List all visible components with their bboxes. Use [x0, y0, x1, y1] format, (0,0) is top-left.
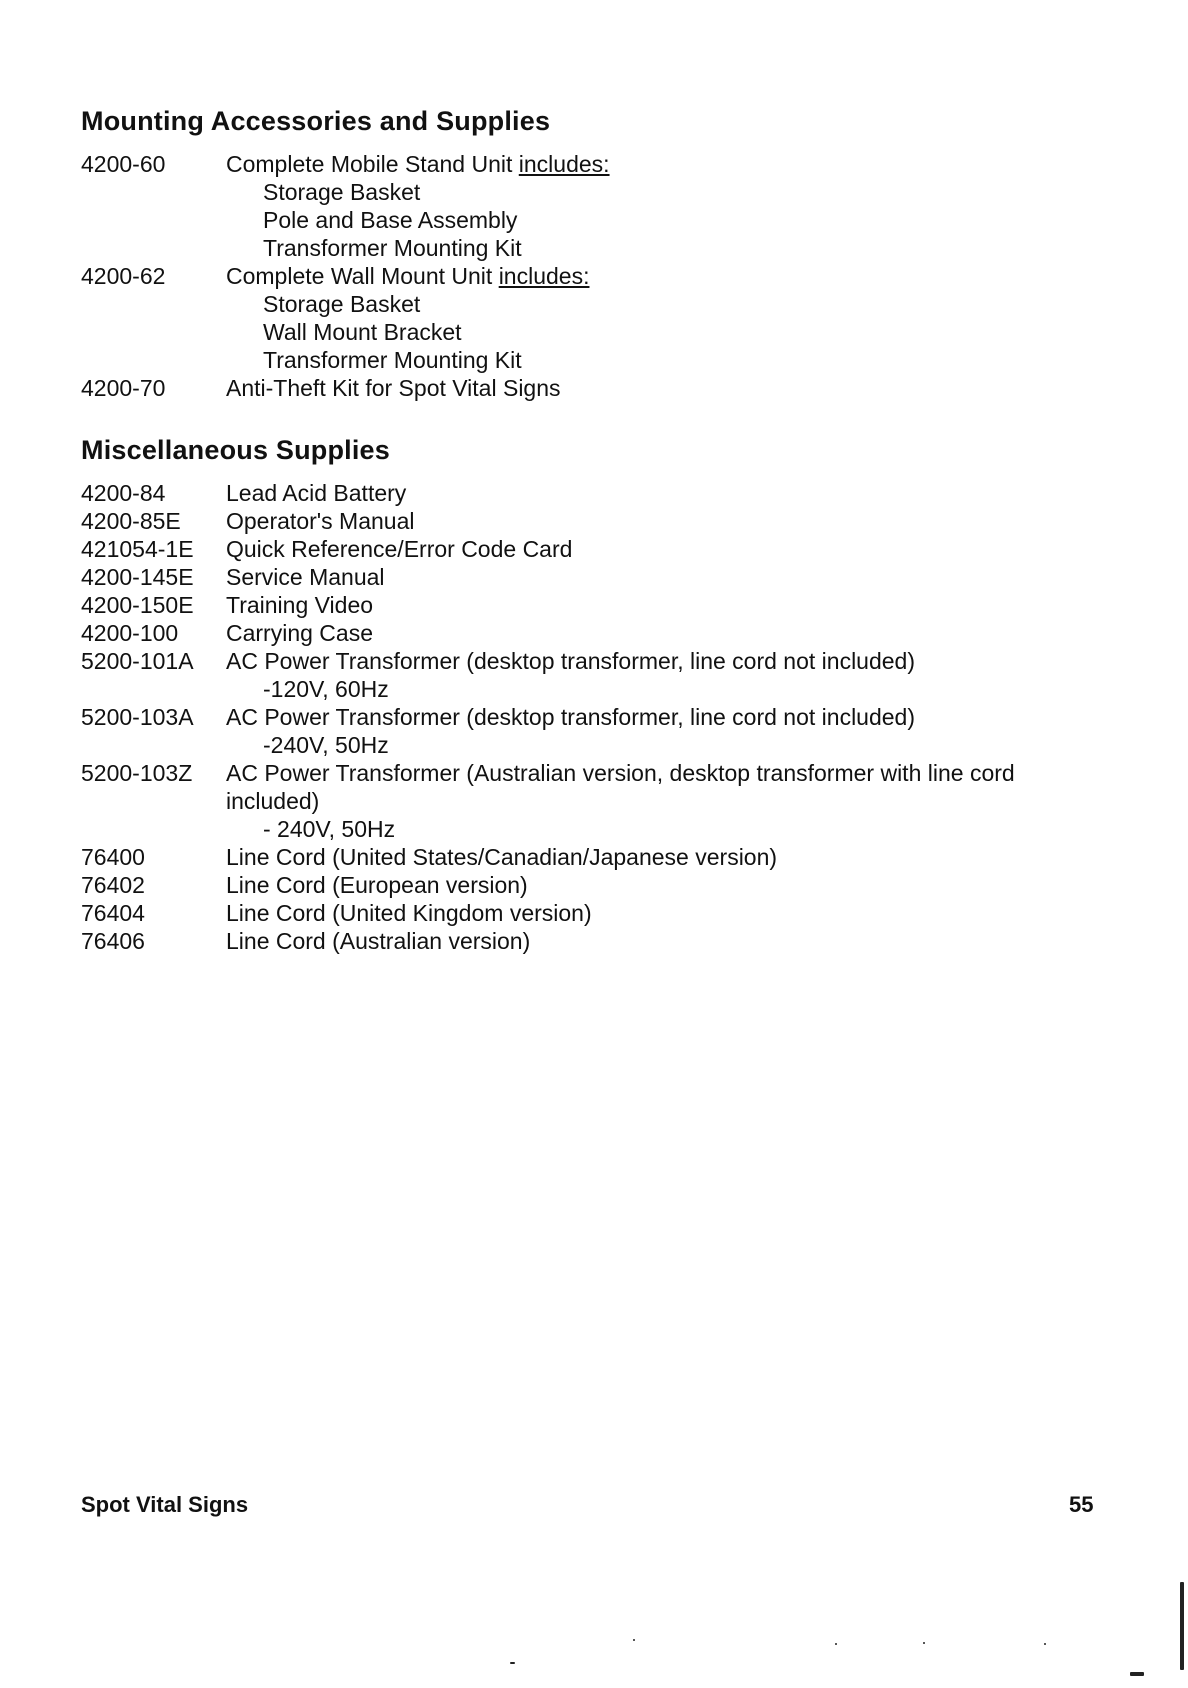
voltage-spec: -120V, 60Hz	[263, 676, 389, 702]
list-item	[81, 619, 1081, 647]
list-item	[81, 647, 1081, 703]
part-description: Line Cord (European version)	[226, 872, 528, 898]
list-item	[81, 563, 1081, 591]
scan-speck	[923, 1642, 925, 1644]
scan-speck	[633, 1639, 635, 1641]
part-code: 4200-62	[81, 263, 166, 289]
list-item	[81, 479, 1081, 507]
page-number: 55	[1069, 1492, 1094, 1517]
part-description: Quick Reference/Error Code Card	[226, 536, 573, 562]
included-item: Pole and Base Assembly	[263, 207, 518, 233]
part-description: Lead Acid Battery	[226, 480, 407, 506]
part-code: 4200-70	[81, 375, 166, 401]
scan-edge-mark	[1180, 1582, 1184, 1670]
part-code: 4200-100	[81, 620, 179, 646]
footer-product-name: Spot Vital Signs	[81, 1492, 249, 1517]
part-code: 76402	[81, 872, 145, 898]
part-code: 4200-145E	[81, 564, 194, 590]
part-code: 5200-103A	[81, 704, 194, 730]
part-code: 76400	[81, 844, 145, 870]
list-item	[81, 262, 1081, 374]
included-item: Storage Basket	[263, 179, 421, 205]
part-code: 4200-60	[81, 151, 166, 177]
included-item: Storage Basket	[263, 291, 421, 317]
included-item: Transformer Mounting Kit	[263, 347, 522, 373]
part-code: 76406	[81, 928, 145, 954]
list-item	[81, 150, 1081, 262]
part-description: Line Cord (United Kingdom version)	[226, 900, 592, 926]
part-description: Anti-Theft Kit for Spot Vital Signs	[226, 375, 561, 401]
part-code: 4200-150E	[81, 592, 194, 618]
description-text: Complete Wall Mount Unit	[226, 263, 499, 289]
scan-speck	[1044, 1643, 1046, 1645]
part-description: Line Cord (Australian version)	[226, 928, 531, 954]
mounting-list	[81, 150, 1081, 402]
list-item	[81, 507, 1081, 535]
part-description	[226, 647, 1081, 703]
section-title-mounting: Mounting Accessories and Supplies	[81, 106, 551, 136]
list-item	[81, 871, 1081, 899]
part-description: Service Manual	[226, 564, 385, 590]
voltage-spec: -240V, 50Hz	[263, 732, 389, 758]
part-code: 421054-1E	[81, 536, 194, 562]
list-item	[81, 899, 1081, 927]
description-text: AC Power Transformer (desktop transformer, line cord not included)	[226, 704, 916, 730]
description-text: Complete Mobile Stand Unit	[226, 151, 519, 177]
scan-speck	[510, 1662, 515, 1664]
includes-label: includes:	[498, 263, 590, 289]
part-description	[226, 759, 1081, 843]
part-code: 5200-103Z	[81, 760, 193, 786]
part-code: 4200-84	[81, 480, 166, 506]
list-item	[81, 591, 1081, 619]
description-text: AC Power Transformer (Australian version, desktop transformer with line cord included)	[226, 760, 1015, 814]
part-description: Carrying Case	[226, 620, 373, 646]
part-code: 5200-101A	[81, 648, 194, 674]
included-item: Wall Mount Bracket	[263, 319, 462, 345]
section-title-miscellaneous: Miscellaneous Supplies	[81, 435, 390, 465]
list-item	[81, 374, 1081, 402]
voltage-spec: - 240V, 50Hz	[263, 816, 396, 842]
list-item	[81, 535, 1081, 563]
scan-speck	[1130, 1672, 1144, 1676]
includes-label: includes:	[518, 151, 610, 177]
part-description	[226, 150, 1081, 262]
part-description: Training Video	[226, 592, 374, 618]
part-description	[226, 703, 1081, 759]
part-description	[226, 262, 1081, 374]
part-code: 4200-85E	[81, 508, 181, 534]
list-item	[81, 759, 1081, 843]
part-description: Line Cord (United States/Canadian/Japanese version)	[226, 844, 778, 870]
scan-speck	[835, 1643, 837, 1645]
list-item	[81, 927, 1081, 955]
miscellaneous-list	[81, 479, 1081, 955]
part-description: Operator's Manual	[226, 508, 415, 534]
list-item	[81, 703, 1081, 759]
description-text: AC Power Transformer (desktop transformer, line cord not included)	[226, 648, 916, 674]
list-item	[81, 843, 1081, 871]
included-item: Transformer Mounting Kit	[263, 235, 522, 261]
part-code: 76404	[81, 900, 145, 926]
